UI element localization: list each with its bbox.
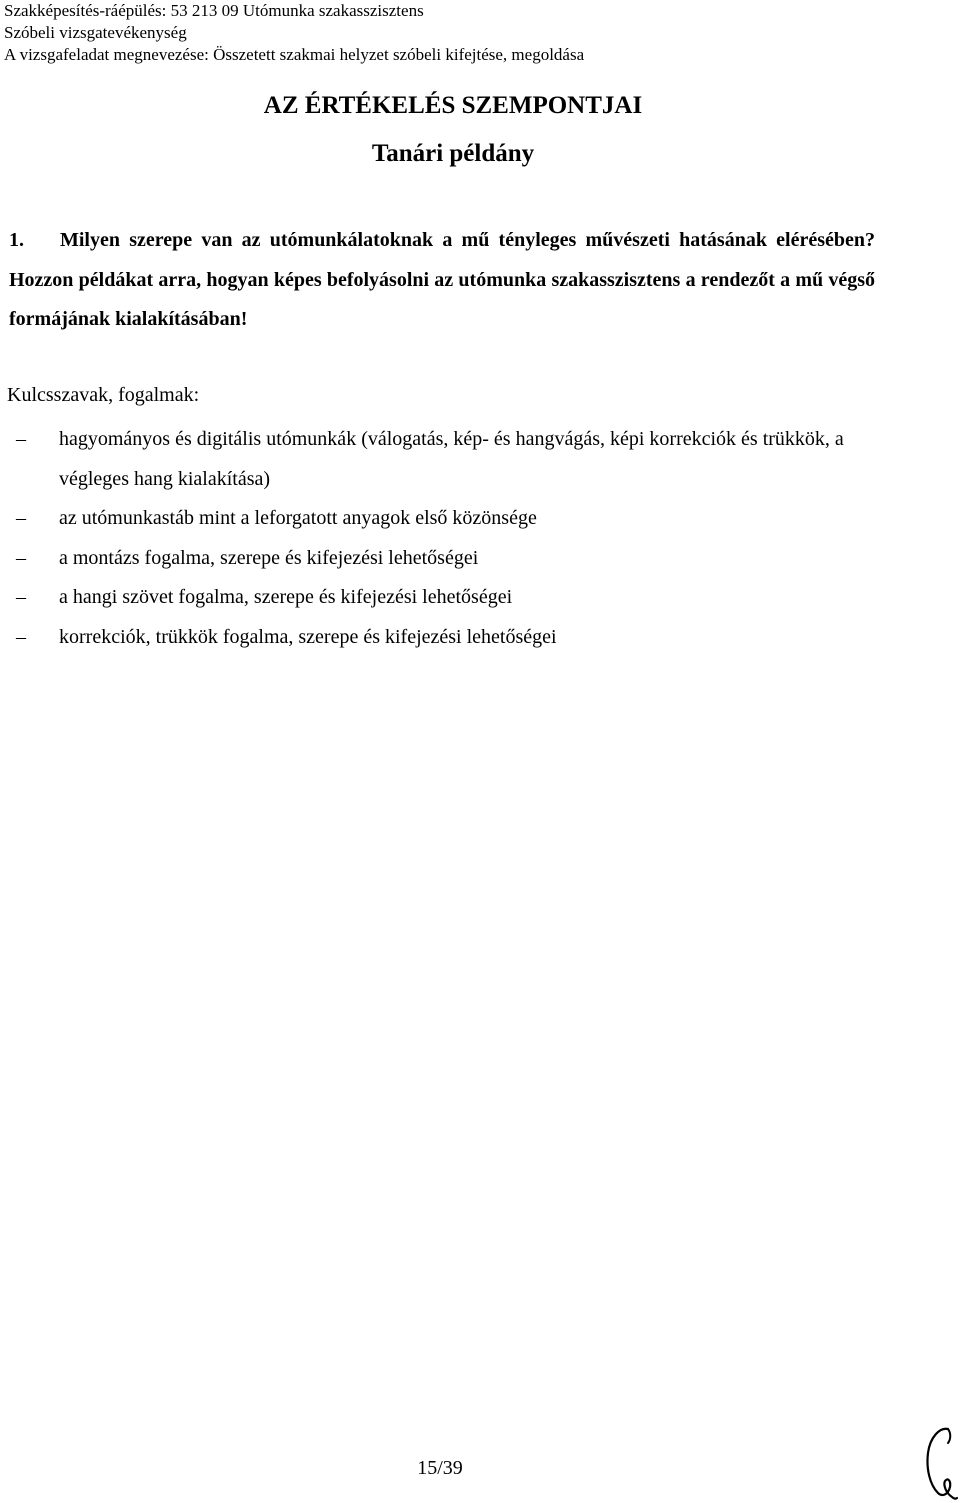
header-qualification: Szakképesítés-ráépülés: 53 213 09 Utómunka szakasszisztens: [4, 1, 424, 20]
dash-bullet: –: [16, 507, 26, 529]
list-item: [0, 420, 900, 499]
keywords-list: [0, 420, 900, 657]
page-subtitle: Tanári példány: [371, 140, 535, 167]
keyword-text: a montázs fogalma, szerepe és kifejezési lehetőségei: [59, 546, 479, 569]
header-exam-activity: Szóbeli vizsgatevékenység: [4, 23, 187, 42]
dash-bullet: –: [16, 586, 26, 608]
question-number: 1.: [9, 229, 24, 251]
keywords-label: Kulcsszavak, fogalmak:: [7, 384, 200, 406]
dash-bullet: –: [16, 428, 26, 450]
page-title: AZ ÉRTÉKELÉS SZEMPONTJAI: [263, 92, 643, 119]
dash-bullet: –: [16, 546, 26, 569]
document-header: [4, 0, 584, 66]
keyword-text: korrekciók, trükkök fogalma, szerepe és kifejezési lehetőségei: [59, 625, 557, 648]
question-block: [9, 221, 875, 340]
page-number: 15/39: [417, 1457, 463, 1479]
dash-bullet: –: [16, 625, 26, 648]
list-item: [0, 539, 900, 579]
keyword-text: hagyományos és digitális utómunkák (válogatás, kép- és hangvágás, képi korrekciók és trükkök, a végleges hang kialakítása): [59, 428, 844, 490]
list-item: [0, 618, 900, 658]
signature-icon: [918, 1423, 958, 1501]
keyword-text: a hangi szövet fogalma, szerepe és kifejezési lehetőségei: [59, 586, 513, 608]
list-item: [0, 578, 900, 618]
question-text: Milyen szerepe van az utómunkálatoknak a mű tényleges művészeti hatásának elérésében? Hozzon példákat arra, hogyan képes befolyásolni az utómunka szakasszisztens a rendezőt a mű végső formájának kialakításában!: [9, 229, 875, 330]
keyword-text: az utómunkastáb mint a leforgatott anyagok első közönsége: [59, 507, 537, 529]
list-item: [0, 499, 900, 539]
header-task-name: A vizsgafeladat megnevezése: Összetett szakmai helyzet szóbeli kifejtése, megoldása: [4, 45, 585, 64]
